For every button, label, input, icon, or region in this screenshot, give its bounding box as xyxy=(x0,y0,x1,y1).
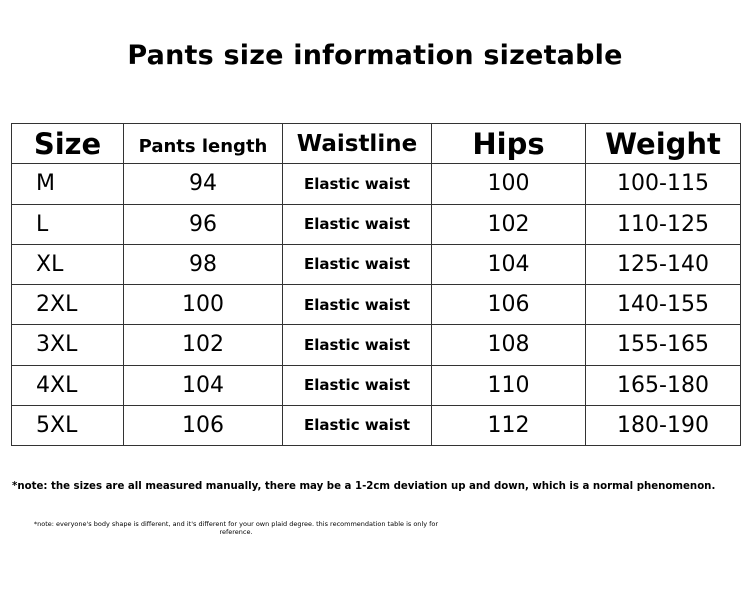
cell-waistline: Elastic waist xyxy=(283,325,432,365)
header-size: Size xyxy=(12,124,124,164)
cell-pants-length: 98 xyxy=(124,244,283,284)
table-row xyxy=(12,405,741,445)
header-weight: Weight xyxy=(586,124,741,164)
cell-hips: 106 xyxy=(432,285,586,325)
header-pants-length: Pants length xyxy=(124,124,283,164)
cell-size: 3XL xyxy=(12,325,124,365)
cell-hips: 100 xyxy=(432,164,586,204)
cell-weight: 155-165 xyxy=(586,325,741,365)
cell-pants-length: 106 xyxy=(124,405,283,445)
cell-hips: 104 xyxy=(432,244,586,284)
cell-waistline: Elastic waist xyxy=(283,204,432,244)
cell-hips: 108 xyxy=(432,325,586,365)
cell-waistline: Elastic waist xyxy=(283,365,432,405)
cell-weight: 165-180 xyxy=(586,365,741,405)
cell-hips: 112 xyxy=(432,405,586,445)
cell-size: 2XL xyxy=(12,285,124,325)
table-row xyxy=(12,325,741,365)
measurement-note: *note: the sizes are all measured manually, there may be a 1-2cm deviation up and down, which is a normal phenomenon. xyxy=(12,481,716,492)
cell-weight: 125-140 xyxy=(586,244,741,284)
cell-pants-length: 104 xyxy=(124,365,283,405)
size-table xyxy=(11,123,741,446)
cell-pants-length: 100 xyxy=(124,285,283,325)
cell-hips: 110 xyxy=(432,365,586,405)
cell-weight: 180-190 xyxy=(586,405,741,445)
header-waistline: Waistline xyxy=(283,124,432,164)
cell-waistline: Elastic waist xyxy=(283,285,432,325)
cell-size: L xyxy=(12,204,124,244)
cell-size: 4XL xyxy=(12,365,124,405)
table-row xyxy=(12,204,741,244)
recommendation-note: *note: everyone's body shape is different, and it's different for your own plaid degree. this recommendation table is only for reference. xyxy=(33,520,439,536)
cell-pants-length: 96 xyxy=(124,204,283,244)
cell-weight: 110-125 xyxy=(586,204,741,244)
table-row xyxy=(12,164,741,204)
table-row xyxy=(12,285,741,325)
page-title: Pants size information sizetable xyxy=(127,40,623,71)
cell-hips: 102 xyxy=(432,204,586,244)
header-hips: Hips xyxy=(432,124,586,164)
cell-pants-length: 94 xyxy=(124,164,283,204)
cell-weight: 140-155 xyxy=(586,285,741,325)
cell-size: M xyxy=(12,164,124,204)
cell-size: XL xyxy=(12,244,124,284)
cell-size: 5XL xyxy=(12,405,124,445)
cell-waistline: Elastic waist xyxy=(283,164,432,204)
cell-waistline: Elastic waist xyxy=(283,405,432,445)
cell-weight: 100-115 xyxy=(586,164,741,204)
cell-pants-length: 102 xyxy=(124,325,283,365)
cell-waistline: Elastic waist xyxy=(283,244,432,284)
table-row xyxy=(12,365,741,405)
table-header-row xyxy=(12,124,741,164)
table-row xyxy=(12,244,741,284)
